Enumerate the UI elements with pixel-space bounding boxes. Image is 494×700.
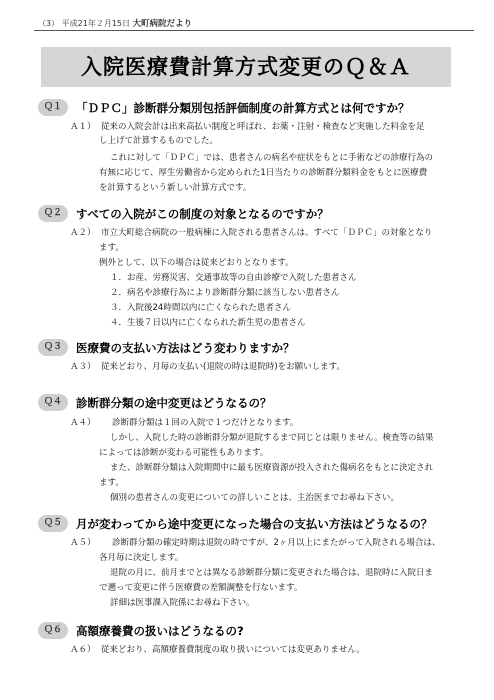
a2-line: ３．入院後24時間以内に亡くなられた患者さん	[110, 303, 291, 313]
a2-label: Ａ２）	[70, 228, 96, 238]
a2-line: 例外として、以下の場合は従来どおりとなります。	[99, 258, 294, 268]
q6-question: 高額療養費の扱いはどうなるの?	[76, 624, 244, 638]
issue-date: 平成21年２月15日	[61, 19, 130, 28]
newsletter-name: 大町病院だより	[132, 19, 193, 29]
q5-badge: Ｑ５	[38, 515, 68, 532]
a2-line: ２．病名や診療行為により診断群分類に該当しない患者さん	[110, 288, 340, 298]
page-number: （3）	[38, 19, 60, 28]
a4-label: Ａ４）	[70, 418, 96, 428]
a1-label: Ａ１）	[70, 122, 96, 132]
q2-badge: Ｑ２	[38, 205, 68, 222]
a5-label: Ａ５）	[70, 538, 96, 548]
page-header	[34, 8, 474, 31]
q4-question: 診断群分類の途中変更はどうなるの？	[76, 396, 272, 410]
header-text	[38, 17, 192, 29]
a1-line: 従来の入院会計は出来高払い制度と呼ばれ、お薬・注射・検査など実施した料金を足	[101, 122, 425, 132]
title-banner	[41, 47, 451, 87]
a3-label: Ａ３）	[70, 362, 96, 372]
a4-line: 個別の患者さんの変更についての詳しいことは、主治医までお尋ね下さい。	[110, 493, 399, 503]
q3-badge: Ｑ３	[38, 339, 68, 356]
a5-line: で遡って変更に伴う医療費の差額調整を行ないます。	[99, 583, 303, 593]
q5-question: 月が変わってから途中変更になった場合の支払い方法はどうなるの？	[76, 517, 433, 531]
a4-line: しかし、入院した時の診断群分類が退院するまで同じとは限りません。検査等の結果	[110, 433, 434, 443]
a6-label: Ａ６）	[70, 645, 96, 655]
a2-line: １．お産、労務災害、交通事故等の自由診療で入院した患者さん	[110, 273, 357, 283]
q6-badge: Ｑ６	[38, 622, 68, 639]
a1-line: これに対して「ＤＰＣ」では、患者さんの病名や症状をもとに手術などの診療行為の	[110, 153, 434, 163]
a2-line: ４．生後７日以内に亡くなられた新生児の患者さん	[110, 318, 306, 328]
q4-badge: Ｑ４	[38, 394, 68, 411]
q2-question: すべての入院がこの制度の対象となるのですか？	[76, 207, 329, 221]
a2-line: ます。	[99, 243, 124, 253]
a5-line: 診断群分類の確定時期は退院の時ですが、2ヶ月以上にまたがって入院される場合は、	[112, 538, 441, 548]
a5-line: 各月毎に決定します。	[99, 553, 184, 563]
a2-line: 市立大町総合病院の一般病棟に入院される患者さんは、すべて「ＤＰＣ」の対象となり	[101, 228, 433, 238]
page-title: 入院医療費計算方式変更のＱ＆Ａ	[81, 55, 411, 79]
q1-question: 「ＤＰＣ」診断群分類別包括評価制度の計算方式とは何ですか？	[76, 101, 410, 115]
a1-line: を計算するという新しい計算方式です。	[99, 183, 252, 193]
q3-question: 医療費の支払い方法はどう変わりますか？	[76, 341, 295, 355]
a4-line: ます。	[99, 478, 124, 488]
a4-line: によっては診断が変わる可能性もあります。	[99, 448, 269, 458]
a3-line: 従来どおり、月毎の支払い(退院の時は退院時)をお願いします。	[101, 362, 345, 372]
a5-line: 退院の月に、前月までとは異なる診断群分類に変更された場合は、退院時に入院日ま	[110, 568, 434, 578]
a5-line: 詳細は医事課入院係にお尋ね下さい。	[110, 598, 255, 608]
a6-line: 従来どおり、高額療養費制度の取り扱いについては変更ありません。	[101, 645, 365, 655]
a1-line: 有無に応じて、厚生労働省から定められた1日当たりの診断群分類料金をもとに医療費	[99, 168, 428, 178]
a1-line: し上げて計算するものでした。	[99, 136, 219, 146]
a4-line: 診断群分類は１回の入院で１つだけとなります。	[112, 418, 299, 428]
q1-badge: Ｑ１	[38, 99, 68, 116]
a4-line: また、診断群分類は入院期間中に最も医療資源が投入された傷病名をもとに決定され	[110, 463, 434, 473]
